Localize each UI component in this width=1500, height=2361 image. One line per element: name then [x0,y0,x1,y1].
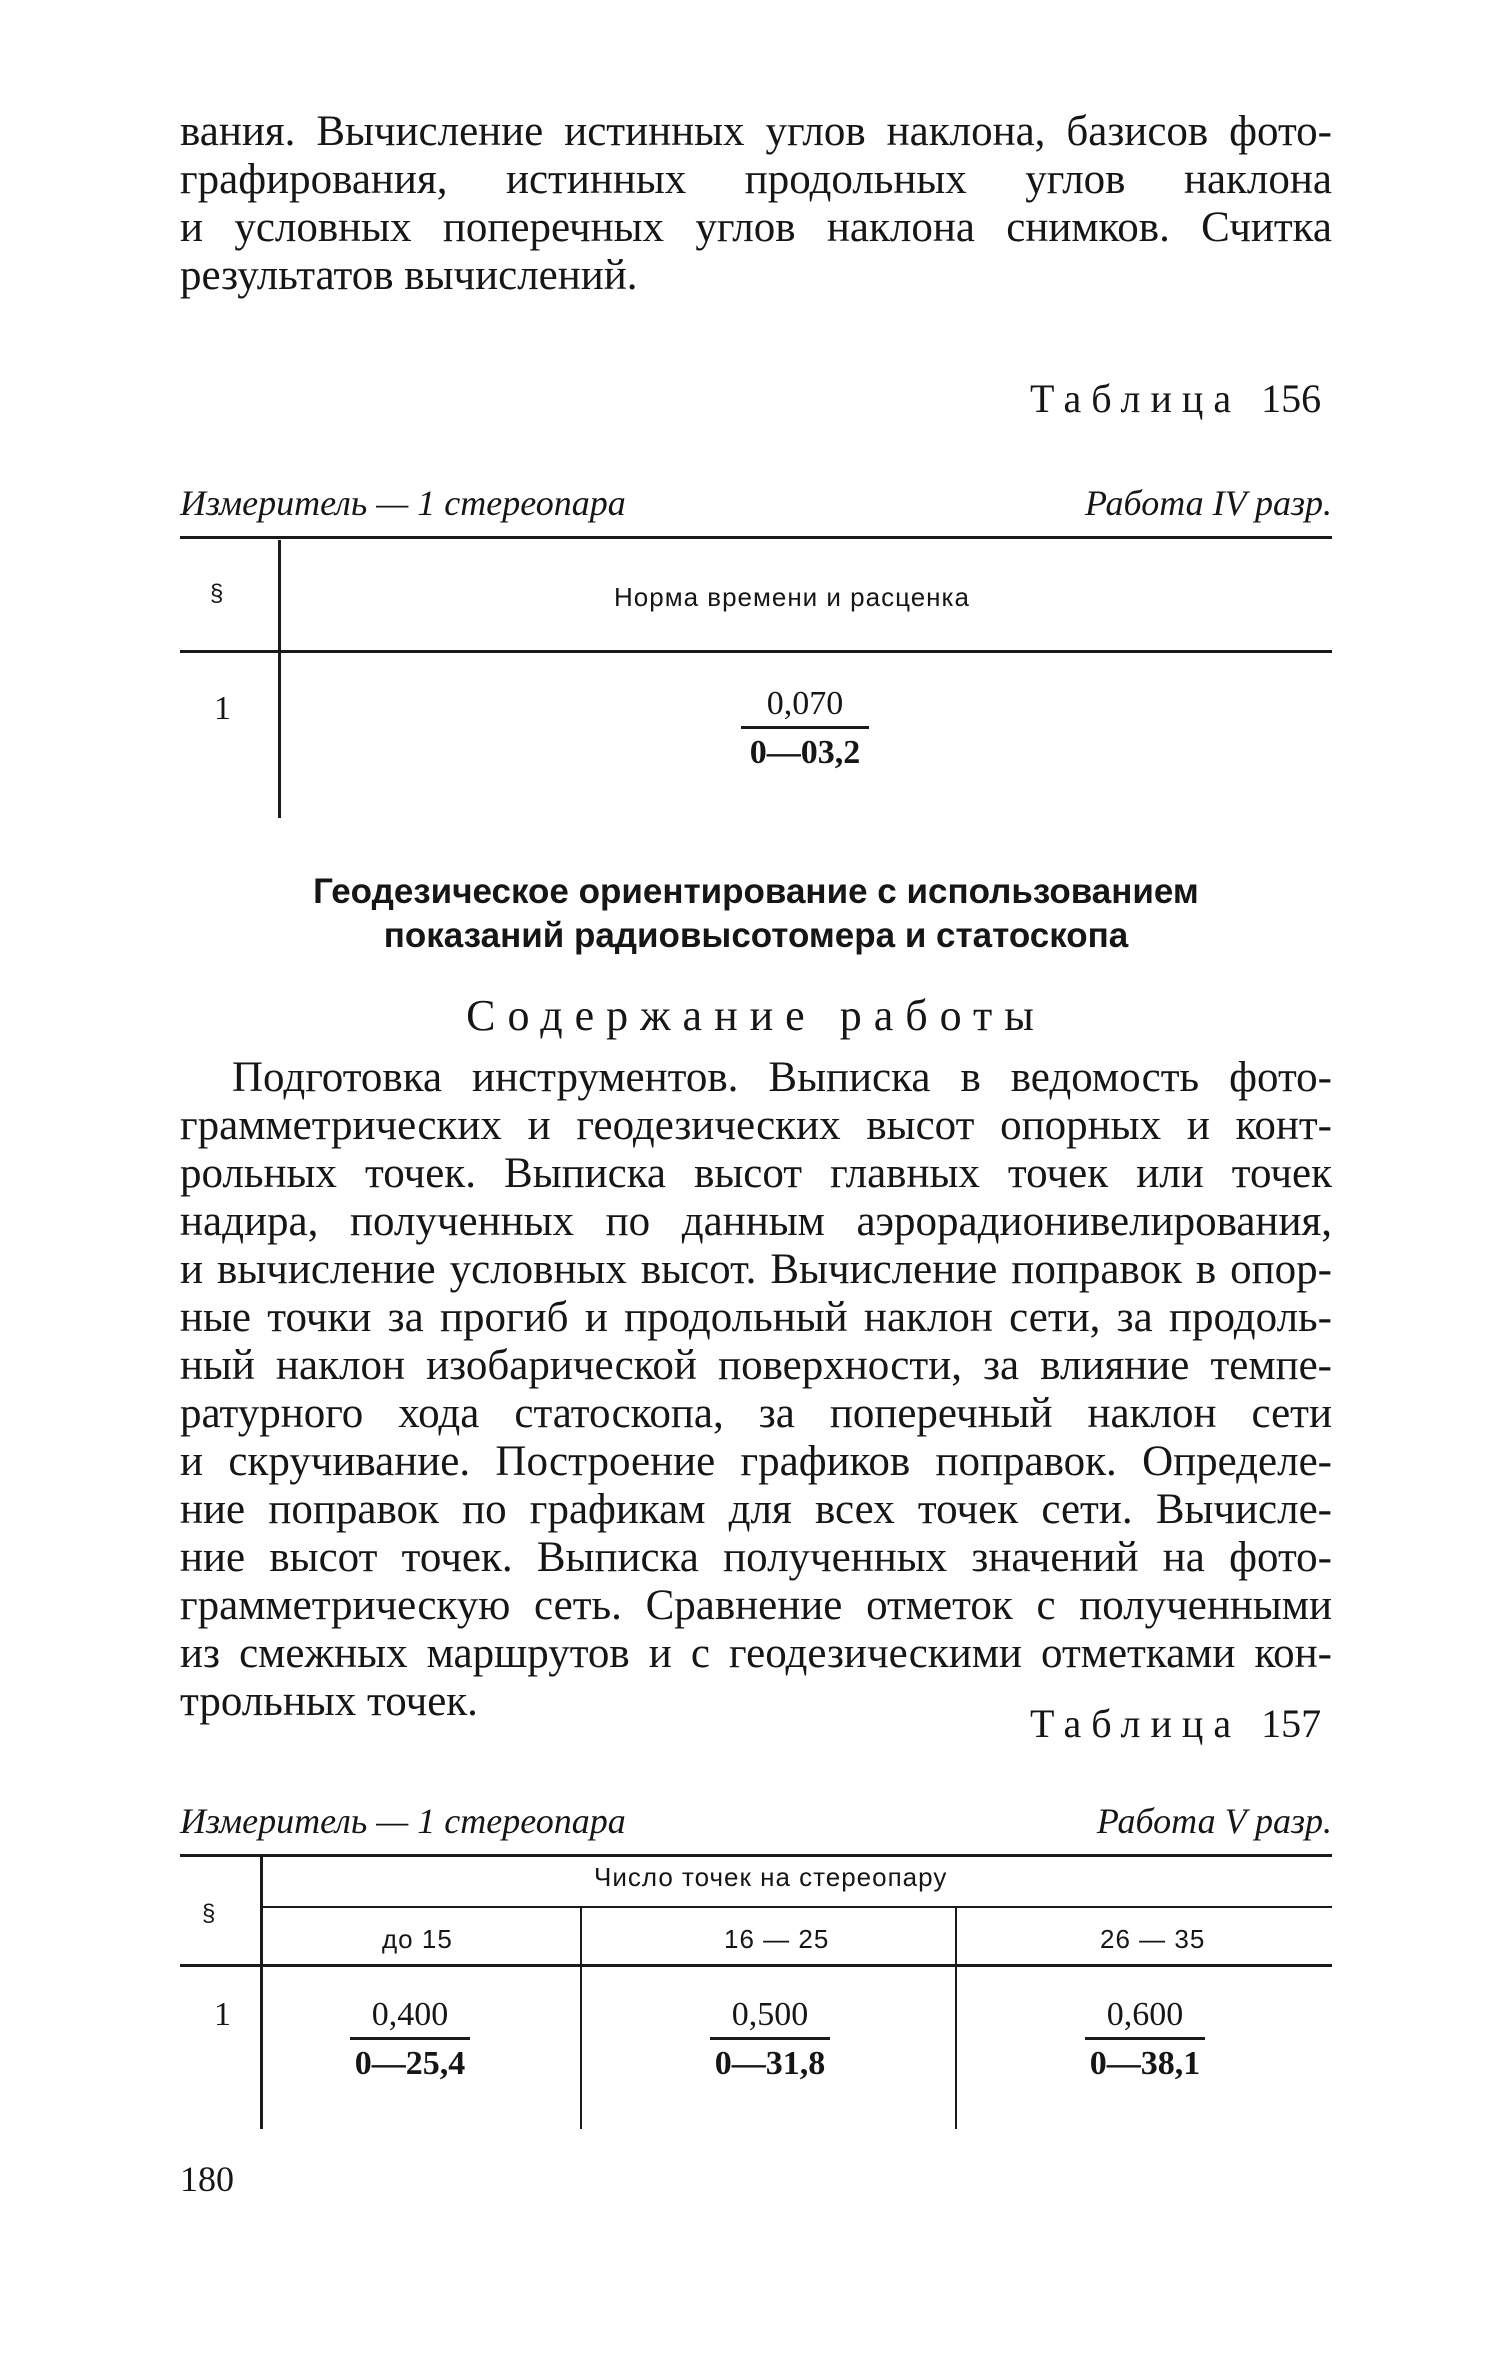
section-heading-line-2: показаний радиовысотомера и статоскопа [383,916,1129,955]
table-156-column-divider [278,540,281,818]
text-line: вания. Вычисление истинных углов наклона, базисов фото- [180,108,1332,155]
table-157-fraction-1 [345,1995,475,2084]
text-line: и вычисление условных высот. Вычисление поправок в опор- [180,1246,1332,1293]
text-line: графирования, истинных продольных углов наклона [180,156,1332,203]
caption-word: Таблица [1030,376,1242,421]
time-norm: 0,400 [371,1996,449,2033]
table-157-work-grade: Работа V разр. [1096,1801,1332,1841]
rate: 0—03,2 [749,734,861,771]
rate: 0—38,1 [1089,2045,1201,2082]
text-line: грамметрическую сеть. Сравнение отметок с полученными [180,1582,1332,1629]
table-157-section-header: § [202,1900,217,1927]
section-heading [180,870,1332,958]
fraction-bar [1085,2037,1205,2040]
table-157-column-header-2: 16 — 25 [724,1924,830,1954]
table-157-column-divider-2 [955,1908,957,2129]
table-157-top-rule [180,1854,1332,1857]
table-156-fraction [735,684,875,773]
table-156-row-number: 1 [214,690,231,727]
table-157-measure: Измеритель — 1 стереопара [180,1801,626,1841]
rate: 0—25,4 [354,2045,466,2082]
table-156-header-rule [180,650,1332,653]
text-line: ные точки за прогиб и продольный наклон сети, за продоль- [180,1294,1332,1341]
table-156-measure: Измеритель — 1 стереопара [180,483,626,523]
text-line: грамметрических и геодезических высот опорных и конт- [180,1102,1332,1149]
table-157-row-number: 1 [214,1996,231,2033]
section-heading-line-1: Геодезическое ориентирование с использованием [313,872,1199,911]
caption-number: 157 [1261,1701,1322,1746]
table-156-section-header: § [210,580,225,607]
table-156-column-header: Норма времени и расценка [614,582,970,612]
text-line: и скручивание. Построение графиков поправок. Определе- [180,1438,1332,1485]
rate: 0—31,8 [714,2045,826,2082]
text-line: трольных точек. [180,1678,478,1725]
text-line: надира, полученных по данным аэрорадионивелирования, [180,1198,1332,1245]
text-line: рольных точек. Выписка высот главных точек или точек [180,1150,1332,1197]
table-156-work-grade: Работа IV разр. [1084,483,1332,523]
table-157-column-header-1: до 15 [382,1924,453,1954]
opening-paragraph [180,108,1332,300]
table-157-section-divider [260,1857,263,2129]
text-line: результатов вычислений. [180,252,638,299]
table-157-group-header: Число точек на стереопару [594,1862,948,1892]
text-line: ние поправок по графикам для всех точек сети. Вычисле- [180,1486,1332,1533]
work-contents-subheading: Содержание работы [466,991,1046,1040]
fraction-bar [350,2037,470,2040]
text-line: из смежных маршрутов и с геодезическими отметками кон- [180,1630,1332,1677]
work-contents-paragraph [180,1054,1332,1726]
fraction-bar [741,726,869,729]
text-line: ратурного хода статоскопа, за поперечный наклон сети [180,1390,1332,1437]
table-157-caption [1030,1700,1321,1747]
caption-word: Таблица [1030,1701,1242,1746]
time-norm: 0,600 [1106,1996,1184,2033]
caption-number: 156 [1261,376,1322,421]
table-156-caption [1030,375,1321,422]
table-157-header-rule [180,1964,1332,1967]
text-line: Подготовка инструментов. Выписка в ведомость фото- [232,1054,1332,1101]
time-norm: 0,070 [766,685,844,722]
table-157-fraction-3 [1080,1995,1210,2084]
table-157-group-rule [262,1906,1332,1908]
text-line: ние высот точек. Выписка полученных значений на фото- [180,1534,1332,1581]
table-157-column-divider-1 [580,1908,582,2129]
text-line: ный наклон изобарической поверхности, за влияние темпе- [180,1342,1332,1389]
page-number: 180 [180,2159,234,2199]
fraction-bar [710,2037,830,2040]
table-156-top-rule [180,536,1332,539]
table-157-fraction-2 [705,1995,835,2084]
text-line: и условных поперечных углов наклона снимков. Считка [180,204,1332,251]
table-157-column-header-3: 26 — 35 [1100,1924,1206,1954]
time-norm: 0,500 [731,1996,809,2033]
